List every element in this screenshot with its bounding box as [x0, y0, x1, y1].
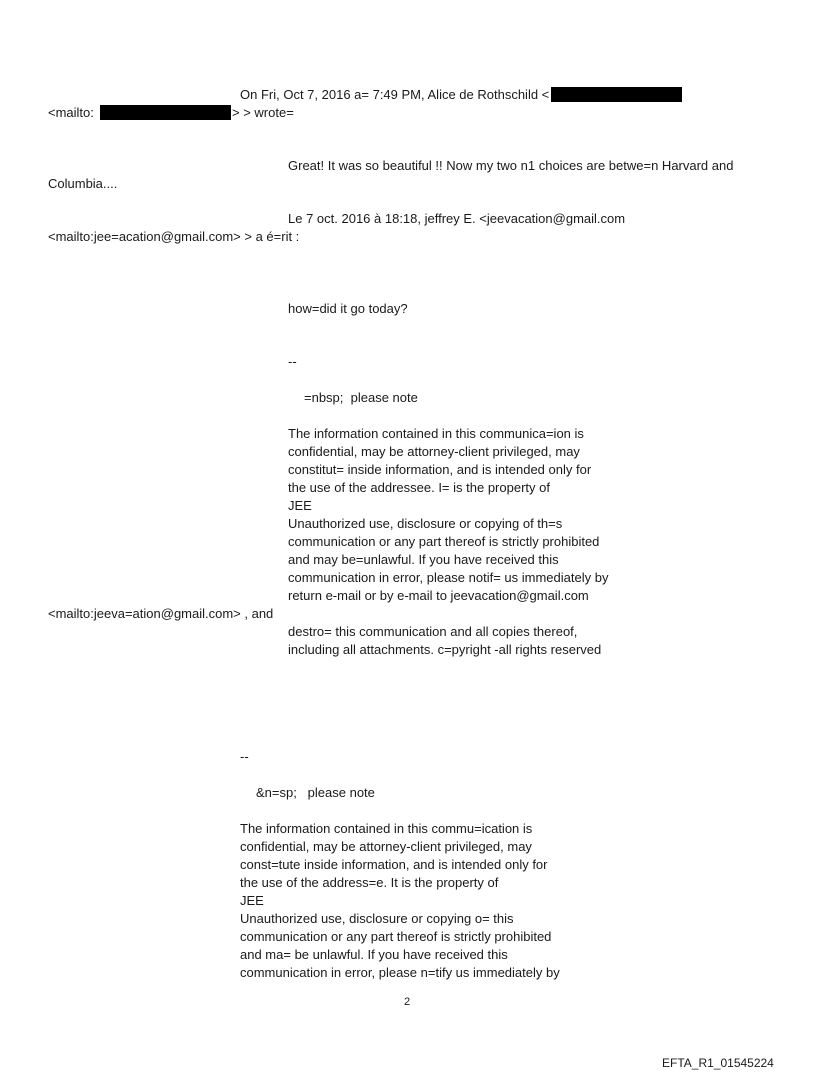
question-text: how=did it go today?	[288, 301, 408, 316]
quote-header-line-1: Le 7 oct. 2016 à 18:18, jeffrey E. <jeevacation@gmail.com	[288, 211, 626, 226]
header-line-2-prefix: <mailto:	[48, 105, 94, 120]
sig1-dashes: --	[288, 354, 297, 369]
sig1-line: destro= this communication and all copies thereof,	[288, 624, 578, 639]
sig1-line: Unauthorized use, disclosure or copying of th=s	[288, 516, 563, 531]
sig2-line: and ma= be unlawful. If you have received this	[240, 947, 508, 962]
sig2-dashes: --	[240, 749, 249, 764]
redaction-block	[551, 87, 682, 102]
sig1-line: and may be=unlawful. If you have received this	[288, 552, 559, 567]
sig1-line: The information contained in this communica=ion is	[288, 426, 584, 441]
reply-line-1: Great! It was so beautiful !! Now my two n1 choices are betwe=n Harvard and	[288, 158, 734, 173]
sig1-note: =nbsp; please note	[304, 390, 418, 405]
sig2-line: communication in error, please n=tify us immediately by	[240, 965, 560, 980]
sig2-note: &n=sp; please note	[256, 785, 375, 800]
sig2-line: const=tute inside information, and is intended only for	[240, 857, 548, 872]
header-line-1: On Fri, Oct 7, 2016 a= 7:49 PM, Alice de Rothschild <	[240, 87, 550, 102]
header-line-2-suffix: > > wrote=	[232, 105, 294, 120]
sig1-line: confidential, may be attorney-client privileged, may	[288, 444, 580, 459]
sig2-line: communication or any part thereof is strictly prohibited	[240, 929, 552, 944]
sig1-line: communication in error, please notif= us immediately by	[288, 570, 609, 585]
quote-header-line-2: <mailto:jee=acation@gmail.com> > a é=rit :	[48, 229, 300, 244]
reply-line-2: Columbia....	[48, 176, 118, 191]
sig1-line: including all attachments. c=pyright -all rights reserved	[288, 642, 602, 657]
sig2-line: The information contained in this commu=ication is	[240, 821, 533, 836]
sig2-line: Unauthorized use, disclosure or copying o= this	[240, 911, 514, 926]
sig1-line: return e-mail or by e-mail to jeevacation@gmail.com	[288, 588, 589, 603]
page-number: 2	[404, 996, 411, 1008]
sig1-line: JEE	[288, 498, 312, 513]
sig2-line: confidential, may be attorney-client privileged, may	[240, 839, 532, 854]
document-id: EFTA_R1_01545224	[662, 1056, 774, 1070]
sig1-mailto-line: <mailto:jeeva=ation@gmail.com> , and	[48, 606, 274, 621]
sig1-line: the use of the addressee. I= is the property of	[288, 480, 550, 495]
sig1-line: communication or any part thereof is strictly prohibited	[288, 534, 600, 549]
sig2-line: the use of the address=e. It is the property of	[240, 875, 499, 890]
sig2-line: JEE	[240, 893, 264, 908]
redaction-block	[100, 105, 231, 120]
sig1-line: constitut= inside information, and is intended only for	[288, 462, 592, 477]
